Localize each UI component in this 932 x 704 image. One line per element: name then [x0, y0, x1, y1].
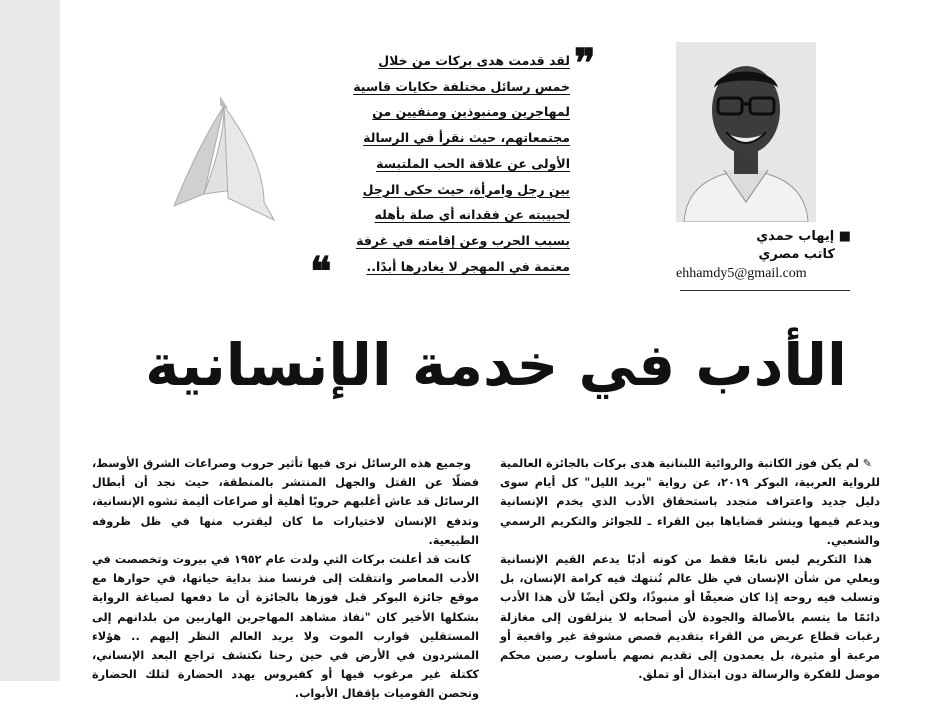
sail-decoration-icon — [168, 94, 280, 224]
open-quote-icon: ❞ — [574, 40, 596, 87]
pull-quote-line: الأولى عن علاقة الحب الملتبسة — [376, 155, 570, 171]
author-divider — [680, 290, 850, 291]
pull-quote-line: بين رجل وامرأة، حيث حكى الرجل — [362, 181, 570, 197]
article-column-right — [500, 454, 880, 684]
article-paragraph: لم يكن فوز الكاتبة والروائية اللبنانية هدى بركات بالجائزة العالمية للرواية العربية، البوكر ٢٠١٩، عن رواية "بريد الليل" كل أيام سوى دليل جديد واعتراف متجدد باستحقاق الأدب الذي يخدم الإنسانية ويدعم قيمها وينشر قضاياها بين القراء ـ للجوائز والتكريم الرسمي والشعبي. — [500, 457, 880, 547]
author-photo — [676, 42, 816, 222]
pull-quote-line: لقد قدمت هدى بركات من خلال — [378, 53, 570, 68]
pull-quote-line: معتمة في المهجر لا يغادرها أبدًا.. — [366, 258, 570, 274]
pull-quote-line: لحبيبته عن فقدانه أي صلة بأهله — [374, 207, 570, 223]
pull-quote-line: مجتمعاتهم، حيث نقرأ في الرسالة — [363, 130, 570, 146]
article-paragraph: وجميع هذه الرسائل نرى فيها تأثير حروب وصراعات الشرق الأوسط، فضلًا عن القتل والجهل المنتشر بالمنطقة، حيث نجد أن أبطال الرسائل قد عاش أغلبهم حروبًا أهلية أو صراعات أليمة تشوه الإنسانية، وتدفع الإنسان لاختيارات ما كان ليقترب منها في ظل ظروفه الطبيعية. — [92, 457, 479, 547]
article-paragraph: هذا التكريم ليس نابعًا فقط من كونه أدبًا يدعم القيم الإنسانية ويعلي من شأن الإنسان في ظل عالم تُنتهك فيه كرامة الإنسان، بل وتسلب فيه روحه إذا كان ضعيفًا أو منبوذًا، ولكن أيضًا لأن هذا الأدب دائمًا ما يتسم بالأصالة والجودة لأن أصحابه لا ينزلقون إلى مغازلة رغبات قطاع عريض من القراء بتقديم قصص مشوقة غير واقعية أو مرعبة أو مثيرة، بل يعمدون إلى تقديم نصهم بأسلوب رصين محكم موصل للفكرة والرسالة دون ابتذال أو تملق. — [500, 553, 880, 682]
close-quote-icon: ❝ — [310, 248, 332, 295]
author-portrait-image — [676, 42, 816, 222]
pull-quote-line: لمهاجرين ومنبوذين ومنفيين من — [372, 104, 570, 120]
article-paragraph: كانت قد أعلنت بركات التي ولدت عام ١٩٥٢ في بيروت وتخصصت في الأدب المعاصر وانتقلت إلى فرنسا منذ بداية حياتها، في حوارها مع موقع جائزة البوكر قبل فوزها بالجائزة أن ما دفعها لصياغة الرواية بشكلها الأخير كان "نفاذ مشاهد المهاجرين الهاربين من بلدانهم إلى المستقلين قوارب الموت ولا يريد العالم النظر إليهم .. هؤلاء المشردون في الأرض في حين رحنا نكتشف تراجع البعد الإنساني، ككتلة غير مرغوب فيها أو كفيروس يهدد الحضارة لتلك الحضارة وتحصن القوميات بإقفال الأبواب. — [92, 553, 479, 701]
pull-quote-line: بسبب الحرب وعن إقامته في غرفة — [356, 232, 570, 248]
left-margin-strip — [0, 0, 60, 681]
article-headline: الأدب في خدمة الإنسانية — [145, 331, 847, 399]
author-email: ehhamdy5@gmail.com — [676, 266, 807, 281]
author-name: إيهاب حمدي — [756, 229, 835, 244]
author-bullet: ■ — [838, 229, 851, 244]
author-role: كاتب مصري — [758, 247, 835, 262]
author-info — [676, 228, 851, 284]
paragraph-bullet-icon: ✎ — [858, 457, 872, 470]
pull-quote-line: خمس رسائل مختلفة حكايات قاسية — [353, 78, 570, 94]
pull-quote — [352, 48, 570, 279]
article-column-left — [92, 454, 479, 704]
